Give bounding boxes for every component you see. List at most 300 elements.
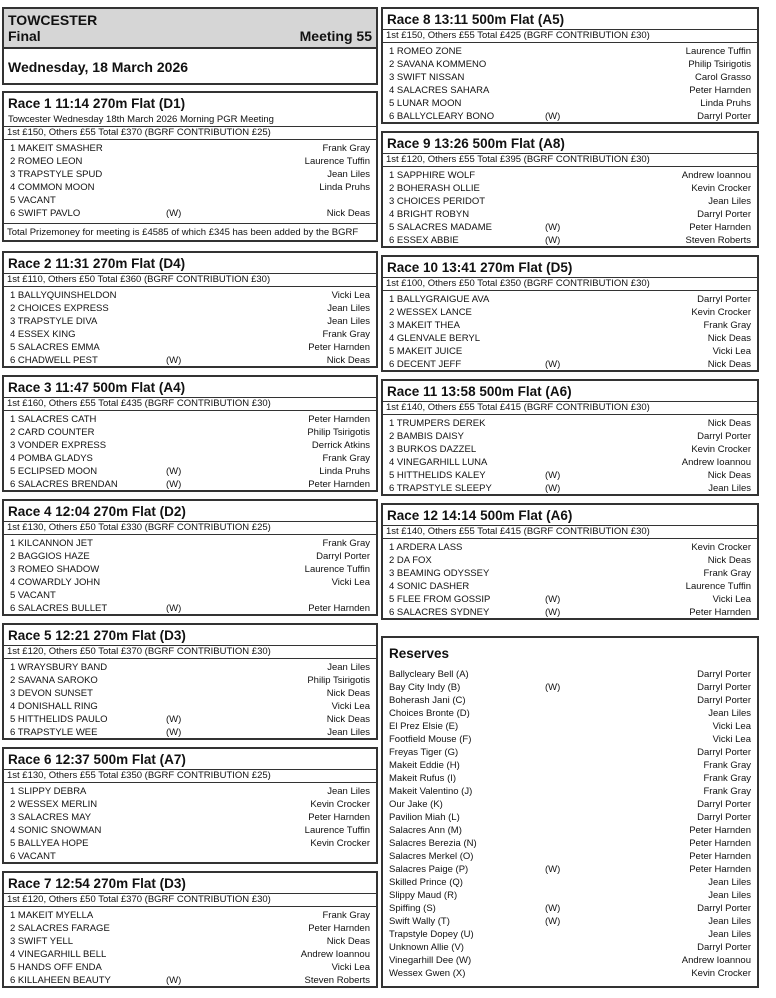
runner-row: [387, 208, 753, 221]
reserve-name: Footfield Mouse (F): [389, 734, 472, 745]
reserve-name: Spiffing (S): [389, 903, 436, 914]
runner-trainer: Linda Pruhs: [700, 98, 751, 109]
runner-row: [387, 293, 753, 306]
reserve-row: [389, 668, 751, 681]
runner-row: [387, 345, 753, 358]
reserve-name: Vinegarhill Dee (W): [389, 955, 472, 966]
runner-name: 6 DECENT JEFF: [389, 359, 462, 370]
race-prize: 1st £100, Others £50 Total £350 (BGRF CONTRIBUTION £30): [383, 277, 757, 291]
runner-row: [387, 430, 753, 443]
reserve-name: Wessex Gwen (X): [389, 968, 466, 979]
runner-w-flag: (W): [166, 603, 182, 614]
race-prize: 1st £110, Others £50 Total £360 (BGRF CONTRIBUTION £30): [4, 273, 376, 287]
runner-row: [387, 567, 753, 580]
runner-row: [387, 593, 753, 606]
runner-name: 5 BALLYEA HOPE: [10, 838, 89, 849]
reserve-row: [389, 902, 751, 915]
runner-row: [8, 289, 372, 302]
runner-row: [8, 922, 372, 935]
runner-name: 6 TRAPSTYLE SLEEPY: [389, 483, 492, 494]
runner-list: [383, 167, 757, 247]
runner-row: [387, 97, 753, 110]
runner-row: [8, 589, 372, 602]
runner-trainer: Laurence Tuffin: [685, 581, 751, 592]
runner-row: [8, 315, 372, 328]
reserve-trainer: Darryl Porter: [697, 942, 751, 953]
runner-row: [387, 182, 753, 195]
runner-name: 1 ARDERA LASS: [389, 542, 463, 553]
runner-row: [8, 948, 372, 961]
reserve-row: [389, 746, 751, 759]
reserve-w-flag: (W): [545, 903, 561, 914]
runner-trainer: Nick Deas: [707, 555, 751, 566]
reserve-w-flag: (W): [545, 682, 561, 693]
runner-list: [4, 783, 376, 863]
runner-trainer: Jean Liles: [327, 303, 370, 314]
runner-name: 4 SONIC SNOWMAN: [10, 825, 102, 836]
reserve-name: Skilled Prince (Q): [389, 877, 463, 888]
race-title: Race 4 12:04 270m Flat (D2): [8, 504, 186, 519]
runner-row: [387, 358, 753, 371]
runner-trainer: Steven Roberts: [304, 975, 370, 986]
reserve-trainer: Darryl Porter: [697, 799, 751, 810]
runner-name: 4 COMMON MOON: [10, 182, 95, 193]
reserve-trainer: Vicki Lea: [712, 721, 751, 732]
reserve-name: Salacres Berezia (N): [389, 838, 477, 849]
runner-trainer: Derrick Atkins: [311, 440, 370, 451]
runner-row: [8, 181, 372, 194]
runner-row: [8, 726, 372, 739]
runner-list: [383, 539, 757, 619]
runner-name: 4 GLENVALE BERYL: [389, 333, 481, 344]
runner-row: [8, 785, 372, 798]
runner-w-flag: (W): [166, 975, 182, 986]
runner-name: 2 DA FOX: [389, 555, 432, 566]
runner-row: [8, 661, 372, 674]
runner-trainer: Andrew Ioannou: [681, 170, 751, 181]
runner-trainer: Nick Deas: [707, 359, 751, 370]
runner-trainer: Peter Harnden: [308, 479, 370, 490]
runner-trainer: Jean Liles: [327, 169, 370, 180]
runner-name: 1 WRAYSBURY BAND: [10, 662, 108, 673]
race-card-9: [381, 131, 759, 248]
race-card-2: [2, 251, 378, 368]
runner-trainer: Nick Deas: [326, 714, 370, 725]
runner-name: 2 SAVANA SAROKO: [10, 675, 98, 686]
runner-trainer: Steven Roberts: [685, 235, 751, 246]
runner-w-flag: (W): [166, 355, 182, 366]
reserve-row: [389, 954, 751, 967]
runner-row: [387, 45, 753, 58]
reserve-row: [389, 928, 751, 941]
race-title: Race 8 13:11 500m Flat (A5): [387, 12, 565, 27]
reserve-name: Our Jake (K): [389, 799, 443, 810]
runner-trainer: Andrew Ioannou: [300, 949, 370, 960]
runner-trainer: Nick Deas: [326, 355, 370, 366]
runner-name: 4 VINEGARHILL BELL: [10, 949, 107, 960]
reserve-name: Salacres Merkel (O): [389, 851, 474, 862]
runner-name: 3 TRAPSTYLE SPUD: [10, 169, 103, 180]
runner-row: [387, 580, 753, 593]
reserve-trainer: Jean Liles: [708, 916, 751, 927]
reserve-row: [389, 915, 751, 928]
reserve-trainer: Jean Liles: [708, 890, 751, 901]
race-card-6: [2, 747, 378, 864]
reserve-trainer: Jean Liles: [708, 929, 751, 940]
runner-row: [387, 234, 753, 247]
runner-trainer: Peter Harnden: [689, 85, 751, 96]
runner-row: [387, 541, 753, 554]
runner-trainer: Philip Tsirigotis: [307, 675, 370, 686]
runner-name: 6 SALACRES BULLET: [10, 603, 108, 614]
reserve-trainer: Kevin Crocker: [691, 968, 751, 979]
reserve-name: Makeit Eddie (H): [389, 760, 460, 771]
runner-row: [8, 194, 372, 207]
reserve-name: Choices Bronte (D): [389, 708, 470, 719]
runner-row: [387, 71, 753, 84]
race-title: Race 5 12:21 270m Flat (D3): [8, 628, 186, 643]
runner-name: 4 SALACRES SAHARA: [389, 85, 490, 96]
runner-row: [8, 687, 372, 700]
runner-trainer: Frank Gray: [703, 320, 751, 331]
runner-name: 6 CHADWELL PEST: [10, 355, 98, 366]
runner-name: 2 BOHERASH OLLIE: [389, 183, 480, 194]
reserves-list: [383, 664, 757, 980]
reserve-trainer: Jean Liles: [708, 708, 751, 719]
runner-trainer: Kevin Crocker: [691, 444, 751, 455]
runner-row: [387, 84, 753, 97]
runner-trainer: Vicki Lea: [331, 962, 370, 973]
reserve-name: Salacres Ann (M): [389, 825, 462, 836]
runner-name: 4 BRIGHT ROBYN: [389, 209, 470, 220]
race-card-4: [2, 499, 378, 616]
runner-name: 1 MAKEIT SMASHER: [10, 143, 103, 154]
runner-w-flag: (W): [545, 594, 561, 605]
runner-row: [387, 469, 753, 482]
runner-row: [387, 554, 753, 567]
runner-w-flag: (W): [545, 235, 561, 246]
runner-trainer: Frank Gray: [322, 538, 370, 549]
runner-trainer: Nick Deas: [707, 470, 751, 481]
runner-name: 3 SALACRES MAY: [10, 812, 92, 823]
runner-row: [8, 935, 372, 948]
runner-trainer: Vicki Lea: [331, 577, 370, 588]
race-prize: 1st £140, Others £55 Total £415 (BGRF CONTRIBUTION £30): [383, 525, 757, 539]
runner-name: 2 CHOICES EXPRESS: [10, 303, 109, 314]
venue-name: TOWCESTER: [8, 12, 98, 28]
race-prize: 1st £120, Others £55 Total £395 (BGRF CONTRIBUTION £30): [383, 153, 757, 167]
race-prize: 1st £150, Others £55 Total £425 (BGRF CONTRIBUTION £30): [383, 29, 757, 43]
reserve-trainer: Darryl Porter: [697, 695, 751, 706]
runner-row: [8, 354, 372, 367]
race-title: Race 1 11:14 270m Flat (D1): [8, 96, 186, 111]
runner-row: [8, 328, 372, 341]
race-card-1: [2, 91, 378, 242]
runner-list: [383, 415, 757, 495]
runner-name: 3 SWIFT YELL: [10, 936, 74, 947]
runner-trainer: Frank Gray: [322, 329, 370, 340]
runner-w-flag: (W): [166, 727, 182, 738]
runner-row: [387, 306, 753, 319]
reserve-trainer: Darryl Porter: [697, 903, 751, 914]
reserve-trainer: Peter Harnden: [689, 825, 751, 836]
runner-name: 2 WESSEX MERLIN: [10, 799, 98, 810]
runner-name: 1 KILCANNON JET: [10, 538, 93, 549]
reserve-name: Boherash Jani (C): [389, 695, 466, 706]
runner-list: [4, 411, 376, 491]
meeting-date: Wednesday, 18 March 2026: [8, 59, 189, 75]
runner-name: 1 MAKEIT MYELLA: [10, 910, 94, 921]
race-card-8: [381, 7, 759, 124]
reserve-trainer: Peter Harnden: [689, 838, 751, 849]
runner-row: [8, 576, 372, 589]
runner-name: 4 DONISHALL RING: [10, 701, 98, 712]
runner-list: [4, 287, 376, 367]
runner-name: 1 ROMEO ZONE: [389, 46, 462, 57]
runner-trainer: Jean Liles: [327, 727, 370, 738]
meeting-total-prizemoney: Total Prizemoney for meeting is £4585 of which £345 has been added by the BGRF: [4, 223, 376, 240]
runner-trainer: Linda Pruhs: [319, 182, 370, 193]
runner-list: [383, 291, 757, 371]
runner-trainer: Kevin Crocker: [310, 799, 370, 810]
runner-trainer: Jean Liles: [327, 316, 370, 327]
runner-row: [8, 563, 372, 576]
runner-row: [387, 606, 753, 619]
header-band: [4, 9, 376, 49]
runner-name: 2 BAGGIOS HAZE: [10, 551, 90, 562]
runner-w-flag: (W): [545, 359, 561, 370]
reserve-trainer: Andrew Ioannou: [681, 955, 751, 966]
runner-row: [8, 961, 372, 974]
reserve-row: [389, 733, 751, 746]
runner-name: 2 SALACRES FARAGE: [10, 923, 110, 934]
runner-trainer: Peter Harnden: [689, 607, 751, 618]
runner-trainer: Philip Tsirigotis: [307, 427, 370, 438]
runner-name: 3 TRAPSTYLE DIVA: [10, 316, 98, 327]
runner-trainer: Peter Harnden: [308, 603, 370, 614]
runner-name: 6 TRAPSTYLE WEE: [10, 727, 98, 738]
runner-w-flag: (W): [545, 483, 561, 494]
reserve-row: [389, 759, 751, 772]
runner-w-flag: (W): [545, 222, 561, 233]
runner-w-flag: (W): [545, 111, 561, 122]
runner-row: [387, 482, 753, 495]
runner-name: 5 HITTHELIDS PAULO: [10, 714, 108, 725]
runner-row: [8, 850, 372, 863]
meeting-status: Final: [8, 28, 41, 44]
runner-row: [8, 341, 372, 354]
runner-name: 6 BALLYCLEARY BONO: [389, 111, 495, 122]
race-prize: 1st £150, Others £55 Total £370 (BGRF CONTRIBUTION £25): [4, 126, 376, 140]
runner-name: 5 SALACRES MADAME: [389, 222, 492, 233]
runner-name: 2 SAVANA KOMMENO: [389, 59, 487, 70]
runner-row: [8, 700, 372, 713]
race-card-5: [2, 623, 378, 740]
race-card-7: [2, 871, 378, 988]
race-title: Race 3 11:47 500m Flat (A4): [8, 380, 186, 395]
runner-row: [8, 207, 372, 220]
runner-trainer: Vicki Lea: [712, 594, 751, 605]
reserve-trainer: Peter Harnden: [689, 864, 751, 875]
runner-name: 5 MAKEIT JUICE: [389, 346, 463, 357]
runner-row: [8, 426, 372, 439]
runner-w-flag: (W): [166, 208, 182, 219]
reserve-w-flag: (W): [545, 916, 561, 927]
runner-trainer: Peter Harnden: [689, 222, 751, 233]
runner-w-flag: (W): [166, 479, 182, 490]
reserve-row: [389, 824, 751, 837]
runner-row: [387, 332, 753, 345]
runner-name: 4 ESSEX KING: [10, 329, 76, 340]
race-prize: 1st £120, Others £50 Total £370 (BGRF CONTRIBUTION £30): [4, 893, 376, 907]
reserve-w-flag: (W): [545, 864, 561, 875]
runner-row: [8, 550, 372, 563]
runner-name: 6 SALACRES SYDNEY: [389, 607, 490, 618]
reserve-trainer: Vicki Lea: [712, 734, 751, 745]
runner-name: 3 MAKEIT THEA: [389, 320, 460, 331]
runner-name: 4 SONIC DASHER: [389, 581, 470, 592]
race-title: Race 9 13:26 500m Flat (A8): [387, 136, 565, 151]
runner-row: [8, 302, 372, 315]
runner-row: [8, 478, 372, 491]
runner-name: 5 SALACRES EMMA: [10, 342, 100, 353]
runner-trainer: Nick Deas: [326, 208, 370, 219]
reserve-name: Bay City Indy (B): [389, 682, 461, 693]
runner-name: 3 DEVON SUNSET: [10, 688, 93, 699]
runner-row: [8, 811, 372, 824]
runner-trainer: Nick Deas: [326, 688, 370, 699]
runner-name: 3 ROMEO SHADOW: [10, 564, 100, 575]
runner-trainer: Nick Deas: [707, 333, 751, 344]
reserve-row: [389, 798, 751, 811]
race-title: Race 10 13:41 270m Flat (D5): [387, 260, 573, 275]
runner-w-flag: (W): [545, 607, 561, 618]
reserve-name: Pavilion Miah (L): [389, 812, 460, 823]
runner-trainer: Darryl Porter: [697, 111, 751, 122]
reserve-name: El Prez Elsie (E): [389, 721, 459, 732]
runner-trainer: Nick Deas: [326, 936, 370, 947]
runner-name: 2 CARD COUNTER: [10, 427, 95, 438]
reserve-name: Makeit Valentino (J): [389, 786, 473, 797]
runner-row: [387, 319, 753, 332]
reserve-row: [389, 837, 751, 850]
runner-row: [8, 537, 372, 550]
reserve-trainer: Darryl Porter: [697, 812, 751, 823]
reserve-row: [389, 889, 751, 902]
runner-row: [8, 974, 372, 987]
reserves-panel: [381, 636, 759, 988]
runner-trainer: Andrew Ioannou: [681, 457, 751, 468]
runner-trainer: Laurence Tuffin: [304, 156, 370, 167]
runner-name: 5 FLEE FROM GOSSIP: [389, 594, 491, 605]
runner-name: 3 BURKOS DAZZEL: [389, 444, 477, 455]
runner-trainer: Kevin Crocker: [691, 183, 751, 194]
reserve-trainer: Jean Liles: [708, 877, 751, 888]
runner-row: [8, 824, 372, 837]
race-prize: 1st £160, Others £55 Total £435 (BGRF CONTRIBUTION £30): [4, 397, 376, 411]
runner-name: 6 VACANT: [10, 851, 56, 862]
race-title: Race 12 14:14 500m Flat (A6): [387, 508, 573, 523]
runner-name: 6 ESSEX ABBIE: [389, 235, 459, 246]
runner-row: [387, 417, 753, 430]
reserve-row: [389, 850, 751, 863]
runner-trainer: Darryl Porter: [697, 209, 751, 220]
runner-list: [383, 43, 757, 123]
runner-trainer: Kevin Crocker: [691, 542, 751, 553]
runner-trainer: Frank Gray: [703, 568, 751, 579]
race-title: Race 7 12:54 270m Flat (D3): [8, 876, 186, 891]
reserve-name: Unknown Allie (V): [389, 942, 464, 953]
runner-trainer: Darryl Porter: [316, 551, 370, 562]
runner-name: 3 VONDER EXPRESS: [10, 440, 107, 451]
runner-trainer: Frank Gray: [322, 143, 370, 154]
runner-trainer: Laurence Tuffin: [685, 46, 751, 57]
runner-row: [8, 602, 372, 615]
reserve-trainer: Frank Gray: [703, 760, 751, 771]
reserve-row: [389, 694, 751, 707]
reserve-name: Slippy Maud (R): [389, 890, 458, 901]
runner-trainer: Jean Liles: [327, 662, 370, 673]
runner-name: 6 SALACRES BRENDAN: [10, 479, 118, 490]
runner-name: 2 WESSEX LANCE: [389, 307, 472, 318]
race-subtitle: Towcester Wednesday 18th March 2026 Morning PGR Meeting: [8, 114, 274, 125]
runner-row: [8, 798, 372, 811]
runner-w-flag: (W): [545, 470, 561, 481]
reserve-row: [389, 941, 751, 954]
runner-list: [4, 535, 376, 615]
reserve-row: [389, 707, 751, 720]
reserve-name: Trapstyle Dopey (U): [389, 929, 474, 940]
runner-name: 5 HANDS OFF ENDA: [10, 962, 102, 973]
race-title: Race 2 11:31 270m Flat (D4): [8, 256, 186, 271]
race-title: Race 11 13:58 500m Flat (A6): [387, 384, 572, 399]
reserve-name: Swift Wally (T): [389, 916, 450, 927]
runner-name: 1 SLIPPY DEBRA: [10, 786, 87, 797]
runner-trainer: Kevin Crocker: [691, 307, 751, 318]
runner-row: [8, 439, 372, 452]
runner-name: 5 ECLIPSED MOON: [10, 466, 98, 477]
runner-name: 4 POMBA GLADYS: [10, 453, 93, 464]
reserve-row: [389, 785, 751, 798]
race-card-3: [2, 375, 378, 492]
race-card-11: [381, 379, 759, 496]
runner-trainer: Kevin Crocker: [310, 838, 370, 849]
reserve-row: [389, 967, 751, 980]
reserves-title: Reserves: [389, 646, 450, 661]
reserve-name: Salacres Paige (P): [389, 864, 469, 875]
runner-name: 4 COWARDLY JOHN: [10, 577, 101, 588]
runner-name: 2 BAMBIS DAISY: [389, 431, 464, 442]
runner-name: 1 SALACRES CATH: [10, 414, 97, 425]
runner-row: [387, 110, 753, 123]
runner-row: [387, 221, 753, 234]
race-prize: 1st £140, Others £55 Total £415 (BGRF CONTRIBUTION £30): [383, 401, 757, 415]
runner-trainer: Nick Deas: [707, 418, 751, 429]
runner-trainer: Carol Grasso: [695, 72, 751, 83]
runner-name: 3 SWIFT NISSAN: [389, 72, 465, 83]
runner-name: 1 BALLYGRAIGUE AVA: [389, 294, 490, 305]
reserve-row: [389, 876, 751, 889]
runner-name: 5 HITTHELIDS KALEY: [389, 470, 486, 481]
runner-row: [8, 452, 372, 465]
runner-w-flag: (W): [166, 466, 182, 477]
runner-row: [387, 456, 753, 469]
runner-row: [8, 155, 372, 168]
runner-row: [8, 465, 372, 478]
runner-name: 1 TRUMPERS DEREK: [389, 418, 486, 429]
runner-row: [8, 168, 372, 181]
runner-trainer: Vicki Lea: [331, 290, 370, 301]
